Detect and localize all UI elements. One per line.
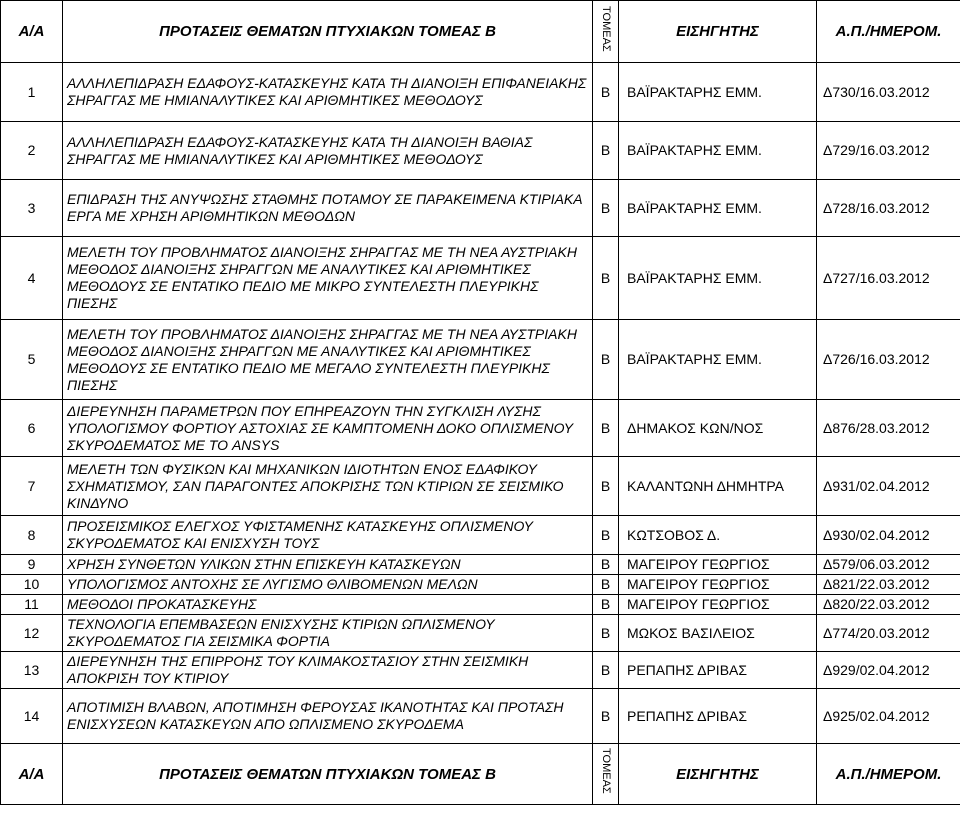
- protocol-date: Δ820/22.03.2012: [817, 595, 960, 615]
- protocol-date: Δ727/16.03.2012: [817, 237, 960, 320]
- header-advisor: ΕΙΣΗΓΗΤΗΣ: [619, 1, 817, 63]
- sector-code: Β: [593, 615, 619, 652]
- footer-sector: [593, 744, 619, 805]
- thesis-topic: ΜΕΛΕΤΗ ΤΟΥ ΠΡΟΒΛΗΜΑΤΟΣ ΔΙΑΝΟΙΞΗΣ ΣΗΡΑΓΓΑΣ ΜΕ ΤΗ ΝΕΑ ΑΥΣΤΡΙΑΚΗ ΜΕΘΟΔΟΣ ΔΙΑΝΟΙΞΗΣ ΣΗΡΑΓΓΩΝ ΜΕ ΑΝΑΛΥΤΙΚΕΣ ΚΑΙ ΑΡΙΘΜΗΤΙΚΕΣ ΜΕΘΟΔΟΥΣ ΣΕ ΕΝΤΑΤΙΚΟ ΠΕΔΙΟ ΜΕ ΜΙΚΡΟ ΣΥΝΤΕΛΕΣΤΗ ΠΛΕΥΡΙΚΗΣ ΠΙΕΣΗΣ: [63, 237, 593, 320]
- thesis-topic: ΥΠΟΛΟΓΙΣΜΟΣ ΑΝΤΟΧΗΣ ΣΕ ΛΥΓΙΣΜΟ ΘΛΙΒΟΜΕΝΩΝ ΜΕΛΩΝ: [63, 575, 593, 595]
- sector-code: Β: [593, 652, 619, 689]
- header-sector-label: ΤΟΜΕΑΣ: [600, 5, 612, 52]
- thesis-topic: ΧΡΗΣΗ ΣΥΝΘΕΤΩΝ ΥΛΙΚΩΝ ΣΤΗΝ ΕΠΙΣΚΕΥΗ ΚΑΤΑΣΚΕΥΩΝ: [63, 555, 593, 575]
- protocol-date: Δ876/28.03.2012: [817, 400, 960, 457]
- protocol-date: Δ774/20.03.2012: [817, 615, 960, 652]
- advisor-name: ΒΑΪΡΑΚΤΑΡΗΣ ΕΜΜ.: [619, 237, 817, 320]
- thesis-topic: ΑΛΛΗΛΕΠΙΔΡΑΣΗ ΕΔΑΦΟΥΣ-ΚΑΤΑΣΚΕΥΗΣ ΚΑΤΑ ΤΗ ΔΙΑΝΟΙΞΗ ΒΑΘΙΑΣ ΣΗΡΑΓΓΑΣ ΜΕ ΗΜΙΑΝΑΛΥΤΙΚΕΣ ΚΑΙ ΑΡΙΘΜΗΤΙΚΕΣ ΜΕΘΟΔΟΥΣ: [63, 122, 593, 180]
- footer-row: [1, 744, 960, 805]
- thesis-topic: ΕΠΙΔΡΑΣΗ ΤΗΣ ΑΝΥΨΩΣΗΣ ΣΤΑΘΜΗΣ ΠΟΤΑΜΟΥ ΣΕ ΠΑΡΑΚΕΙΜΕΝΑ ΚΤΙΡΙΑΚΑ ΕΡΓΑ ΜΕ ΧΡΗΣΗ ΑΡΙΘΜΗΤΙΚΩΝ ΜΕΘΟΔΩΝ: [63, 180, 593, 237]
- header-sector: [593, 1, 619, 63]
- footer-protocol: Α.Π./ΗΜΕΡΟΜ.: [817, 744, 960, 805]
- advisor-name: ΜΑΓΕΙΡΟΥ ΓΕΩΡΓΙΟΣ: [619, 555, 817, 575]
- footer-title: ΠΡΟΤΑΣΕΙΣ ΘΕΜΑΤΩΝ ΠΤΥΧΙΑΚΩΝ ΤΟΜΕΑΣ Β: [63, 744, 593, 805]
- protocol-date: Δ925/02.04.2012: [817, 689, 960, 744]
- sector-code: Β: [593, 457, 619, 516]
- row-number: 1: [1, 63, 63, 122]
- table-row: [1, 615, 960, 652]
- sector-code: Β: [593, 320, 619, 400]
- advisor-name: ΒΑΪΡΑΚΤΑΡΗΣ ΕΜΜ.: [619, 63, 817, 122]
- advisor-name: ΔΗΜΑΚΟΣ ΚΩΝ/ΝΟΣ: [619, 400, 817, 457]
- thesis-topic: ΔΙΕΡΕΥΝΗΣΗ ΤΗΣ ΕΠΙΡΡΟΗΣ ΤΟΥ ΚΛΙΜΑΚΟΣΤΑΣΙΟΥ ΣΤΗΝ ΣΕΙΣΜΙΚΗ ΑΠΟΚΡΙΣΗ ΤΟΥ ΚΤΙΡΙΟΥ: [63, 652, 593, 689]
- table-row: [1, 652, 960, 689]
- thesis-topic: ΔΙΕΡΕΥΝΗΣΗ ΠΑΡΑΜΕΤΡΩΝ ΠΟΥ ΕΠΗΡΕΑΖΟΥΝ ΤΗΝ ΣΥΓΚΛΙΣΗ ΛΥΣΗΣ ΥΠΟΛΟΓΙΣΜΟΥ ΦΟΡΤΙΟΥ ΑΣΤΟΧΙΑΣ ΣΕ ΚΑΜΠΤΟΜΕΝΗ ΔΟΚΟ ΟΠΛΙΣΜΕΝΟΥ ΣΚΥΡΟΔΕΜΑΤΟΣ ΜΕ ΤΟ ANSYS: [63, 400, 593, 457]
- advisor-name: ΡΕΠΑΠΗΣ ΔΡΙΒΑΣ: [619, 689, 817, 744]
- header-protocol: Α.Π./ΗΜΕΡΟΜ.: [817, 1, 960, 63]
- advisor-name: ΒΑΪΡΑΚΤΑΡΗΣ ΕΜΜ.: [619, 122, 817, 180]
- thesis-topic: ΑΛΛΗΛΕΠΙΔΡΑΣΗ ΕΔΑΦΟΥΣ-ΚΑΤΑΣΚΕΥΗΣ ΚΑΤΑ ΤΗ ΔΙΑΝΟΙΞΗ ΕΠΙΦΑΝΕΙΑΚΗΣ ΣΗΡΑΓΓΑΣ ΜΕ ΗΜΙΑΝΑΛΥΤΙΚΕΣ ΚΑΙ ΑΡΙΘΜΗΤΙΚΕΣ ΜΕΘΟΔΟΥΣ: [63, 63, 593, 122]
- protocol-date: Δ821/22.03.2012: [817, 575, 960, 595]
- advisor-name: ΜΩΚΟΣ ΒΑΣΙΛΕΙΟΣ: [619, 615, 817, 652]
- row-number: 8: [1, 516, 63, 555]
- table-row: [1, 400, 960, 457]
- advisor-name: ΜΑΓΕΙΡΟΥ ΓΕΩΡΓΙΟΣ: [619, 595, 817, 615]
- row-number: 2: [1, 122, 63, 180]
- table-row: [1, 689, 960, 744]
- table-row: [1, 516, 960, 555]
- row-number: 14: [1, 689, 63, 744]
- sector-code: Β: [593, 400, 619, 457]
- row-number: 4: [1, 237, 63, 320]
- sector-code: Β: [593, 595, 619, 615]
- protocol-date: Δ729/16.03.2012: [817, 122, 960, 180]
- protocol-date: Δ930/02.04.2012: [817, 516, 960, 555]
- sector-code: Β: [593, 122, 619, 180]
- footer-advisor: ΕΙΣΗΓΗΤΗΣ: [619, 744, 817, 805]
- thesis-topic: ΜΕΛΕΤΗ ΤΟΥ ΠΡΟΒΛΗΜΑΤΟΣ ΔΙΑΝΟΙΞΗΣ ΣΗΡΑΓΓΑΣ ΜΕ ΤΗ ΝΕΑ ΑΥΣΤΡΙΑΚΗ ΜΕΘΟΔΟΣ ΔΙΑΝΟΙΞΗΣ ΣΗΡΑΓΓΩΝ ΜΕ ΑΝΑΛΥΤΙΚΕΣ ΚΑΙ ΑΡΙΘΜΗΤΙΚΕΣ ΜΕΘΟΔΟΥΣ ΣΕ ΕΝΤΑΤΙΚΟ ΠΕΔΙΟ ΜΕ ΜΕΓΑΛΟ ΣΥΝΤΕΛΕΣΤΗ ΠΛΕΥΡΙΚΗΣ ΠΙΕΣΗΣ: [63, 320, 593, 400]
- sector-code: Β: [593, 689, 619, 744]
- footer-aa: Α/Α: [1, 744, 63, 805]
- table-row: [1, 180, 960, 237]
- table-row: [1, 320, 960, 400]
- thesis-topic: ΠΡΟΣΕΙΣΜΙΚΟΣ ΕΛΕΓΧΟΣ ΥΦΙΣΤΑΜΕΝΗΣ ΚΑΤΑΣΚΕΥΗΣ ΟΠΛΙΣΜΕΝΟΥ ΣΚΥΡΟΔΕΜΑΤΟΣ ΚΑΙ ΕΝΙΣΧΥΣΗ ΤΟΥΣ: [63, 516, 593, 555]
- sector-code: Β: [593, 555, 619, 575]
- row-number: 3: [1, 180, 63, 237]
- table-row: [1, 122, 960, 180]
- row-number: 11: [1, 595, 63, 615]
- advisor-name: ΒΑΪΡΑΚΤΑΡΗΣ ΕΜΜ.: [619, 320, 817, 400]
- protocol-date: Δ730/16.03.2012: [817, 63, 960, 122]
- table-row: [1, 457, 960, 516]
- row-number: 10: [1, 575, 63, 595]
- sector-code: Β: [593, 575, 619, 595]
- thesis-topic: ΜΕΘΟΔΟΙ ΠΡΟΚΑΤΑΣΚΕΥΗΣ: [63, 595, 593, 615]
- table-row: [1, 555, 960, 575]
- sector-code: Β: [593, 180, 619, 237]
- row-number: 12: [1, 615, 63, 652]
- footer-sector-label: ΤΟΜΕΑΣ: [600, 748, 612, 794]
- header-title: ΠΡΟΤΑΣΕΙΣ ΘΕΜΑΤΩΝ ΠΤΥΧΙΑΚΩΝ ΤΟΜΕΑΣ Β: [63, 1, 593, 63]
- sector-code: Β: [593, 516, 619, 555]
- sector-code: Β: [593, 237, 619, 320]
- advisor-name: ΚΑΛΑΝΤΩΝΗ ΔΗΜΗΤΡΑ: [619, 457, 817, 516]
- advisor-name: ΡΕΠΑΠΗΣ ΔΡΙΒΑΣ: [619, 652, 817, 689]
- sector-code: Β: [593, 63, 619, 122]
- row-number: 7: [1, 457, 63, 516]
- protocol-date: Δ931/02.04.2012: [817, 457, 960, 516]
- header-aa: Α/Α: [1, 1, 63, 63]
- thesis-topic: ΤΕΧΝΟΛΟΓΙΑ ΕΠΕΜΒΑΣΕΩΝ ΕΝΙΣΧΥΣΗΣ ΚΤΙΡΙΩΝ ΩΠΛΙΣΜΕΝΟΥ ΣΚΥΡΟΔΕΜΑΤΟΣ ΓΙΑ ΣΕΙΣΜΙΚΑ ΦΟΡΤΙΑ: [63, 615, 593, 652]
- table-row: [1, 237, 960, 320]
- row-number: 13: [1, 652, 63, 689]
- header-row: [1, 1, 960, 63]
- table-row: [1, 595, 960, 615]
- protocol-date: Δ728/16.03.2012: [817, 180, 960, 237]
- protocol-date: Δ579/06.03.2012: [817, 555, 960, 575]
- thesis-topic: ΜΕΛΕΤΗ ΤΩΝ ΦΥΣΙΚΩΝ ΚΑΙ ΜΗΧΑΝΙΚΩΝ ΙΔΙΟΤΗΤΩΝ ΕΝΟΣ ΕΔΑΦΙΚΟΥ ΣΧΗΜΑΤΙΣΜΟΥ, ΣΑΝ ΠΑΡΑΓΟΝΤΕΣ ΑΠΟΚΡΙΣΗΣ ΤΩΝ ΚΤΙΡΙΩΝ ΣΕ ΣΕΙΣΜΙΚΟ ΚΙΝΔΥΝΟ: [63, 457, 593, 516]
- advisor-name: ΒΑΪΡΑΚΤΑΡΗΣ ΕΜΜ.: [619, 180, 817, 237]
- row-number: 5: [1, 320, 63, 400]
- table-row: [1, 575, 960, 595]
- advisor-name: ΚΩΤΣΟΒΟΣ Δ.: [619, 516, 817, 555]
- row-number: 9: [1, 555, 63, 575]
- thesis-topic: ΑΠΟΤΙΜΙΣΗ ΒΛΑΒΩΝ, ΑΠΟΤΙΜΗΣΗ ΦΕΡΟΥΣΑΣ ΙΚΑΝΟΤΗΤΑΣ ΚΑΙ ΠΡΟΤΑΣΗ ΕΝΙΣΧΥΣΕΩΝ ΚΑΤΑΣΚΕΥΩΝ ΑΠΟ ΩΠΛΙΣΜΕΝΟ ΣΚΥΡΟΔΕΜΑ: [63, 689, 593, 744]
- row-number: 6: [1, 400, 63, 457]
- protocol-date: Δ929/02.04.2012: [817, 652, 960, 689]
- table-row: [1, 63, 960, 122]
- protocol-date: Δ726/16.03.2012: [817, 320, 960, 400]
- advisor-name: ΜΑΓΕΙΡΟΥ ΓΕΩΡΓΙΟΣ: [619, 575, 817, 595]
